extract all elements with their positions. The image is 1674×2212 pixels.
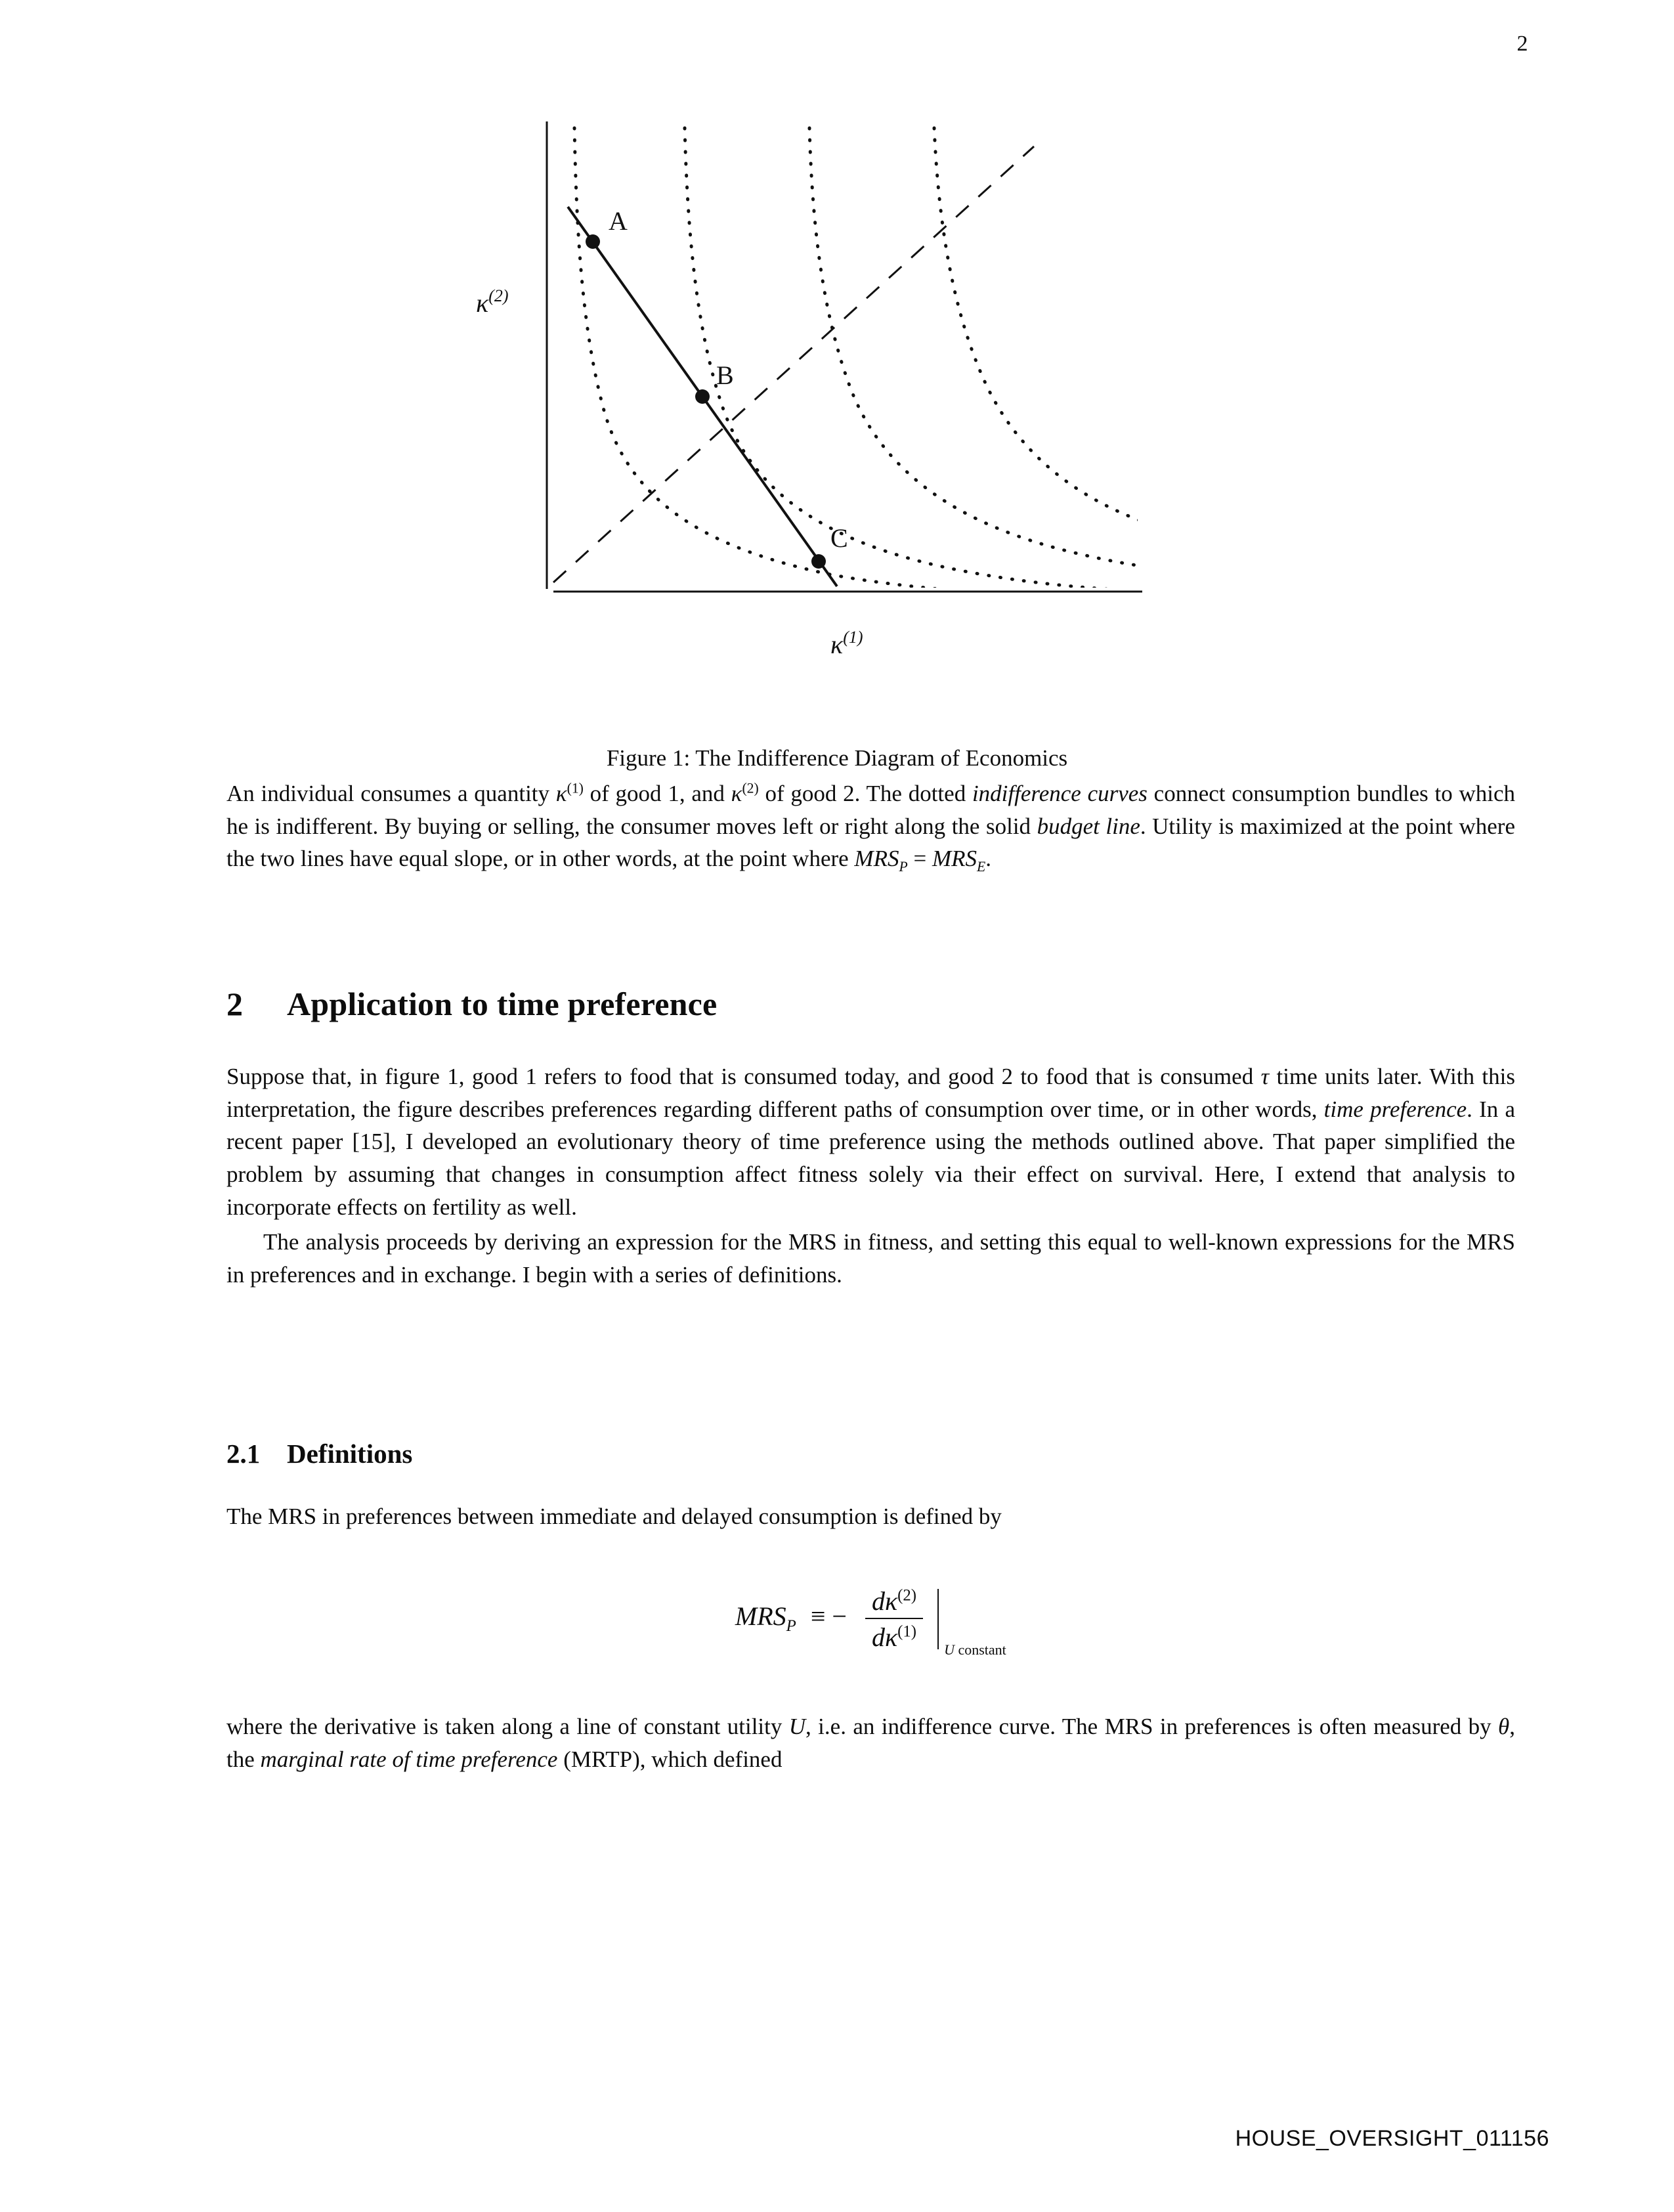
section-21-after-equation — [226, 1710, 1515, 1775]
cap-d: connect consumption bundles to which he is indifferent. By buying or selling, the consumer moves left or right along the solid — [226, 781, 1516, 839]
cap-mrs-e: MRS — [932, 846, 977, 872]
section-2-title: Application to time preference — [287, 986, 718, 1022]
section-2-paragraph-1 — [226, 1060, 1515, 1223]
s2p1-c: . In a recent paper [15], I developed an evolutionary theory of time preference using the methods outlined above. That paper simplified the problem by assuming that changes in consumption affect fitness solely via their effect on survival. Here, I extend that analysis to incorporate effects on fertility as well. — [226, 1096, 1515, 1220]
indifference-curve-1 — [574, 128, 1139, 599]
s21-c: , the — [226, 1714, 1515, 1772]
section-21-heading — [226, 1438, 1515, 1469]
equation-content — [735, 1586, 1006, 1658]
cap-mrs-p: MRS — [854, 846, 899, 872]
s21-ital: marginal rate of time preference — [260, 1746, 558, 1772]
cap-b: of good 1, and — [583, 781, 731, 806]
section-21-title: Definitions — [287, 1439, 413, 1469]
cap-ital-indiff: indifference curves — [972, 781, 1148, 806]
s2p1-b: time units later. With this interpretation, the figure describes preferences regarding different paths of consumption over time, or in other words, — [226, 1064, 1515, 1122]
cap-eq: = — [907, 846, 932, 872]
section-2-body — [226, 1060, 1515, 1291]
s21-a: where the derivative is taken along a line of constant utility — [226, 1714, 789, 1739]
eq-bar-subscript — [944, 1641, 1006, 1659]
cap-sup2: (2) — [742, 780, 759, 796]
eq-bar-word: constant — [954, 1641, 1006, 1658]
section-2-title-row — [226, 985, 1515, 1023]
point-c-label: C — [830, 523, 848, 553]
s21-d: (MRTP), which defined — [557, 1746, 783, 1772]
eq-num-sup: (2) — [897, 1586, 917, 1605]
point-b-label: B — [716, 360, 734, 390]
page-number: 2 — [1516, 32, 1528, 56]
eq-equiv: ≡ − — [810, 1601, 847, 1632]
eq-den-kappa: κ — [884, 1622, 898, 1652]
point-c-marker — [811, 554, 826, 569]
indifference-curve-2 — [685, 128, 1152, 592]
section-21-paragraph-2 — [226, 1710, 1515, 1775]
eq-den-d: d — [871, 1622, 885, 1652]
s21-theta: θ — [1498, 1714, 1510, 1739]
eq-numerator — [865, 1586, 923, 1618]
figure-1 — [0, 115, 1674, 706]
y-axis-label: $\kappa^{(2)}$ — [476, 286, 509, 318]
point-b-marker — [695, 389, 710, 404]
figure-caption-title — [0, 745, 1674, 771]
section-21-number: 2.1 — [226, 1439, 261, 1469]
figure-description — [226, 777, 1515, 877]
point-a-label: A — [609, 206, 628, 236]
bates-stamp: HOUSE_OVERSIGHT_011156 — [1235, 2126, 1549, 2151]
eq-denominator — [865, 1618, 923, 1653]
indifference-curve-4 — [934, 128, 1185, 535]
indifference-curve-3 — [809, 128, 1191, 572]
cap-e: . Utility is maximized at the point where the two lines have equal slope, or in other words, at the point where — [226, 813, 1516, 872]
curves-group — [553, 128, 1191, 599]
s2p1-ital: time preference — [1323, 1096, 1467, 1122]
section-2-number: 2 — [226, 986, 244, 1022]
cap-mrs-e-sub: E — [977, 859, 986, 875]
cap-c: of good 2. The dotted — [758, 781, 972, 806]
eq-num-d: d — [871, 1586, 885, 1616]
section-21-title-row — [226, 1438, 1515, 1469]
eq-bar-U: U — [944, 1641, 955, 1658]
section-21-intro — [226, 1500, 1515, 1533]
cap-ital-budget: budget line — [1037, 813, 1140, 839]
x-axis-label: $\kappa^{(1)}$ — [830, 628, 863, 659]
cap-sup1: (1) — [567, 780, 584, 796]
figure-caption-text: Figure 1: The Indifference Diagram of Economics — [606, 745, 1068, 771]
s21-U: U — [788, 1714, 806, 1739]
s2p1-tau: τ — [1260, 1064, 1270, 1089]
cap-a: An individual consumes a quantity — [226, 781, 556, 806]
eq-num-kappa: κ — [884, 1586, 898, 1616]
section-2-paragraph-2: The analysis proceeds by deriving an expression for the MRS in fitness, and setting this equal to well-known expressions for the MRS in preferences and in exchange. I begin with a series of definitions. — [226, 1229, 1515, 1288]
cap-kappa2: κ — [731, 781, 742, 806]
cap-kappa1: κ — [555, 781, 567, 806]
s2p1-a: Suppose that, in figure 1, good 1 refers to food that is consumed today, and good 2 to food that is consumed — [226, 1064, 1261, 1089]
eq-fraction — [865, 1586, 923, 1653]
eq-den-sup: (1) — [897, 1622, 917, 1641]
eq-evaluation-bar — [937, 1589, 1006, 1658]
indifference-diagram — [377, 115, 1297, 693]
eq-lhs-sub: P — [786, 1617, 796, 1636]
equation-mrs-p — [0, 1586, 1674, 1658]
figure-description-block — [226, 777, 1515, 877]
cap-mrs-p-sub: P — [899, 859, 908, 875]
section-21-paragraph-1: The MRS in preferences between immediate and delayed consumption is defined by — [226, 1504, 1002, 1529]
cap-end: . — [985, 846, 992, 872]
eq-lhs: MRS — [735, 1601, 786, 1632]
section-2-heading — [226, 985, 1515, 1023]
point-a-marker — [586, 234, 600, 249]
s21-b: , i.e. an indifference curve. The MRS in preferences is often measured by — [805, 1714, 1499, 1739]
